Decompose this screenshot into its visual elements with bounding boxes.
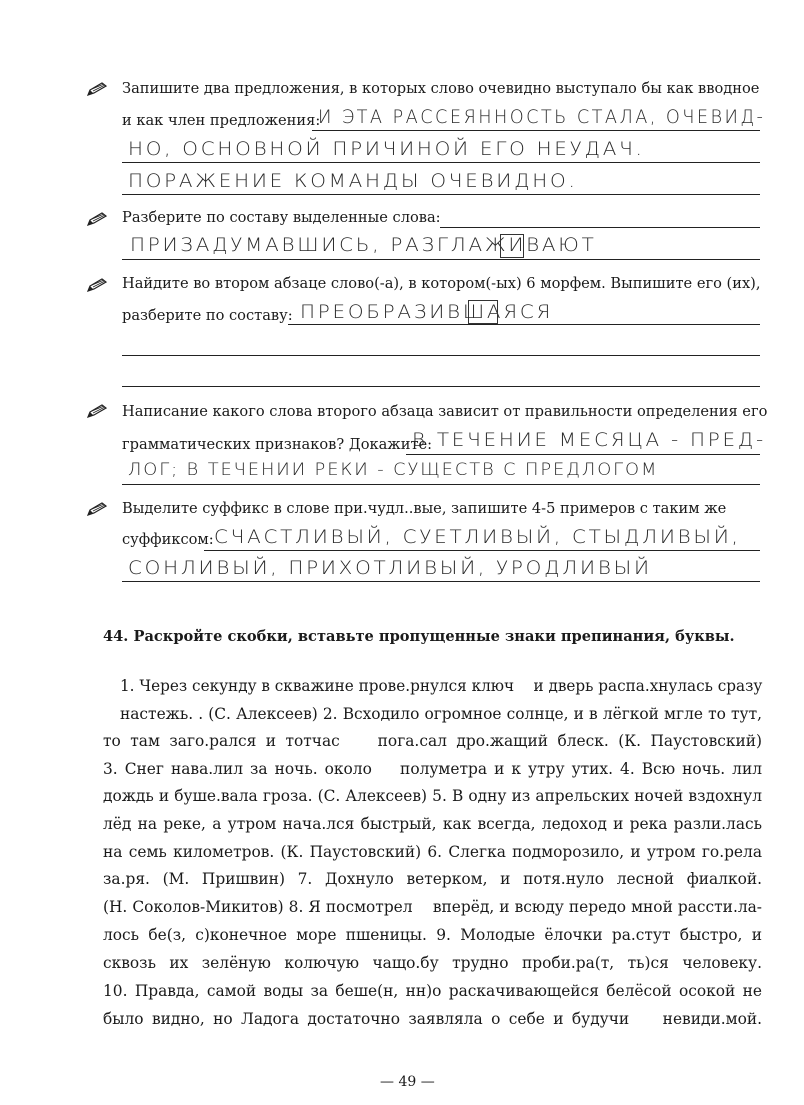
answer-line [122,259,760,260]
pencil-icon [86,502,108,516]
pencil-icon [86,82,108,96]
task-5-answer-line-1[interactable]: СЧАСТЛИВЫЙ, СУЕТЛИВЫЙ, СТЫДЛИВЫЙ, [214,526,741,548]
answer-line [122,386,760,387]
task-4-text-line-1: Написание какого слова второго абзаца зависит от правильности определения его [122,403,768,420]
page-number: — 49 — [380,1074,435,1090]
answer-line [122,484,760,485]
answer-line [122,194,760,195]
exercise-line [103,814,762,834]
task-4-answer-line-2[interactable]: ЛОГ; В ТЕЧЕНИИ РЕКИ - СУЩЕСТВ С ПРЕДЛОГОМ [128,460,659,480]
exercise-line [103,925,762,945]
task-4-text-line-2: грамматических признаков? Докажите: [122,436,433,453]
exercise-line-text: 3. Снег нава.лил за ночь. около полуметра и к утру утих. 4. Всю ночь. лил [103,760,762,778]
exercise-line-text: сквозь их зелёную колючую чащо.бу трудно проби.ра(т, ть)ся человеку. [103,954,762,972]
pencil-icon [86,212,108,226]
answer-line [122,355,760,356]
answer-line [122,581,760,582]
answer-line [122,162,760,163]
exercise-line-text: дождь и буше.вала гроза. (С. Алексеев) 5. В одну из апрельских ночей вздохнул [103,787,762,805]
pencil-icon [86,404,108,418]
exercise-line [103,842,762,862]
exercise-line-text: то там заго.рался и тотчас пога.сал дро.жащий блеск. (К. Паустовский) [103,732,762,750]
exercise-line [103,786,762,806]
exercise-heading: 44. Раскройте скобки, вставьте пропущенные знаки препинания, буквы. [103,628,735,645]
answer-line [406,454,760,455]
ending-box [500,234,524,258]
exercise-line [120,704,762,724]
task-2-answer[interactable]: ПРИЗАДУМАВШИСЬ, РАЗГЛАЖИВАЮТ [130,234,597,256]
exercise-line-text: лось бе(з, с)конечное море пшеницы. 9. Молодые ёлочки ра.стут быстро, и [103,926,762,944]
task-1-answer-line-2[interactable]: НО, ОСНОВНОЙ ПРИЧИНОЙ ЕГО НЕУДАЧ. [128,138,645,160]
exercise-line-text: лёд на реке, а утром нача.лся быстрый, как всегда, ледоход и река разли.лась [103,815,762,833]
ending-box [468,300,498,324]
task-3-text-line-2: разберите по составу: [122,307,293,324]
exercise-line-text: на семь километров. (К. Паустовский) 6. Слегка подморозило, и утром го.рела [103,843,762,861]
exercise-line [103,731,762,751]
exercise-line [120,676,762,696]
task-1-text-line-2: и как член предложения: [122,112,321,129]
exercise-line [103,869,762,889]
exercise-line [103,759,762,779]
task-4-answer-line-1[interactable]: В ТЕЧЕНИЕ МЕСЯЦА - ПРЕД- [412,429,766,451]
exercise-line [103,897,762,917]
answer-line [312,130,760,131]
exercise-line-text: за.ря. (М. Пришвин) 7. Дохнуло ветерком, и потя.нуло лесной фиалкой. [103,870,762,888]
task-5-answer-line-2[interactable]: СОНЛИВЫЙ, ПРИХОТЛИВЫЙ, УРОДЛИВЫЙ [128,557,652,579]
task-5-text-line-2: суффиксом: [122,531,214,548]
task-3-answer[interactable]: ПРЕОБРАЗИВШАЯСЯ [300,301,554,323]
exercise-line-text: 10. Правда, самой воды за беше(н, нн)о раскачивающейся белёсой осокой не [103,982,762,1000]
exercise-line [103,981,762,1001]
task-3-text-line-1: Найдите во втором абзаце слово(-а), в котором(-ых) 6 морфем. Выпишите его (их), [122,275,761,292]
exercise-line-text: было видно, но Ладога достаточно заявляла о себе и будучи невиди.мой. [103,1010,762,1028]
exercise-line-text: (Н. Соколов-Микитов) 8. Я посмотрел вперёд, и всюду передо мной рассти.ла- [103,898,762,916]
task-1-answer-line-1[interactable]: И ЭТА РАССЕЯННОСТЬ СТАЛА, ОЧЕВИД- [318,106,766,128]
task-1-text-line-1: Запишите два предложения, в которых слово очевидно выступало бы как вводное [122,80,760,97]
exercise-line [103,1009,762,1029]
answer-line [440,227,760,228]
exercise-line [103,953,762,973]
task-5-text-line-1: Выделите суффикс в слове при.чудл..вые, запишите 4-5 примеров с таким же [122,500,727,517]
task-1-answer-line-3[interactable]: ПОРАЖЕНИЕ КОМАНДЫ ОЧЕВИДНО. [128,170,578,192]
answer-line [204,550,760,551]
pencil-icon [86,278,108,292]
task-2-text-line-1: Разберите по составу выделенные слова: [122,209,441,226]
exercise-line-text: настежь. . (С. Алексеев) 2. Всходило огромное солнце, и в лёгкой мгле то тут, [120,705,762,723]
exercise-line-text: 1. Через секунду в скважине прове.рнулся ключ и дверь распа.хнулась сразу [120,677,763,695]
answer-line [288,324,760,325]
